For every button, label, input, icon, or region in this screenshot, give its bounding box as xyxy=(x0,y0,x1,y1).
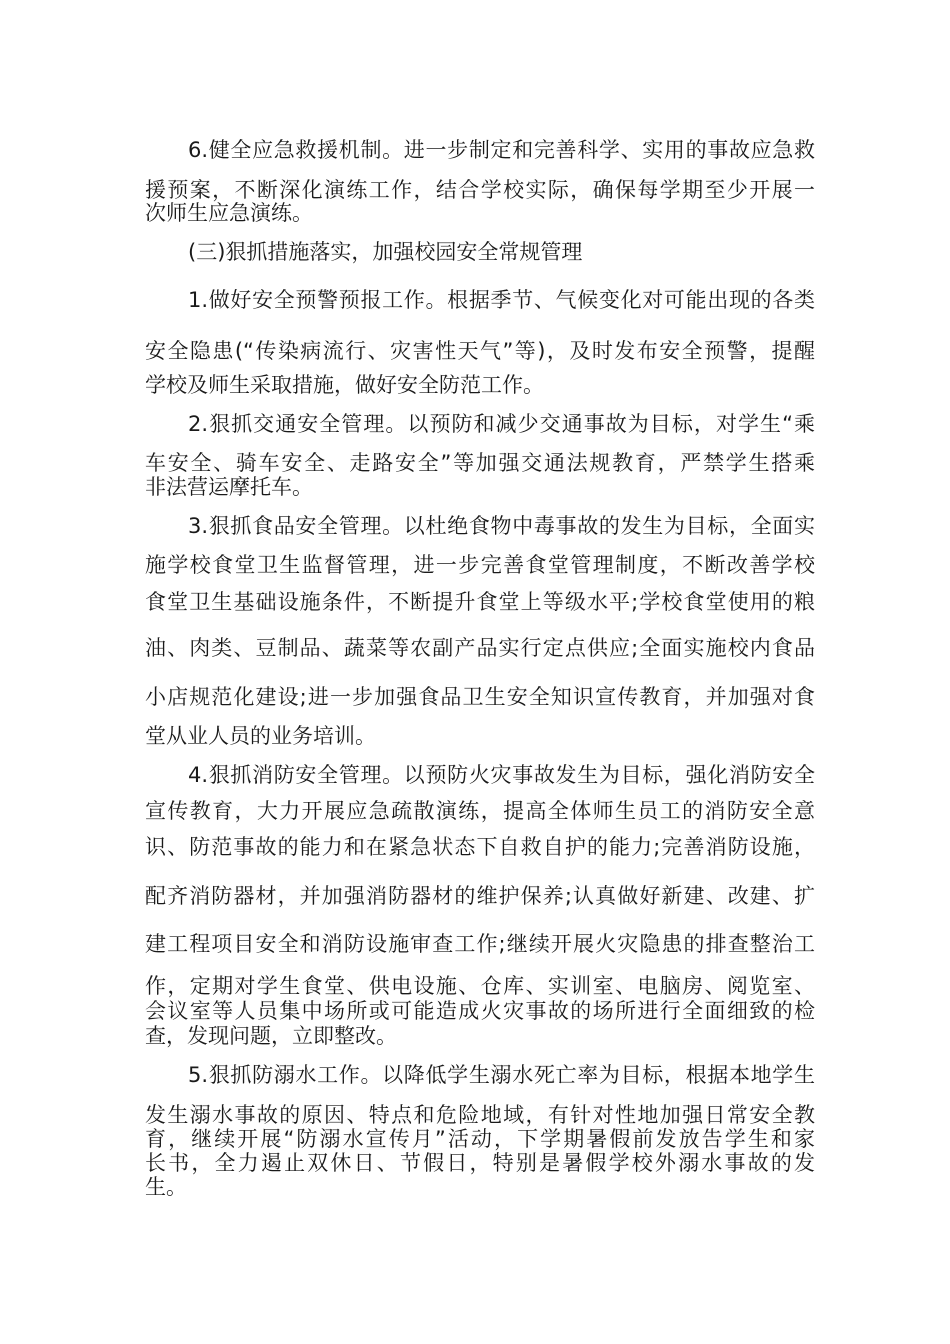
paragraph-1-line-3: 学校及师生采取措施，做好安全防范工作。 xyxy=(145,373,544,397)
paragraph-4-line-6: 作，定期对学生食堂、供电设施、仓库、实训室、电脑房、阅览室、 xyxy=(145,974,815,998)
paragraph-3-line-2: 施学校食堂卫生监督管理，进一步完善食堂管理制度，不断改善学校 xyxy=(145,553,815,577)
paragraph-6-line-3: 次师生应急演练。 xyxy=(145,201,313,225)
paragraph-4-line-7: 会议室等人员集中场所或可能造成火灾事故的场所进行全面细致的检 xyxy=(145,999,815,1023)
paragraph-5-line-1: 5.狠抓防溺水工作。以降低学生溺水死亡率为目标，根据本地学生 xyxy=(188,1063,815,1087)
paragraph-5-line-2: 发生溺水事故的原因、特点和危险地域，有针对性地加强日常安全教 xyxy=(145,1103,815,1127)
paragraph-4-line-2: 宣传教育，大力开展应急疏散演练，提高全体师生员工的消防安全意 xyxy=(145,799,815,823)
paragraph-1-line-2: 安全隐患(“传染病流行、灾害性天气”等)，及时发布安全预警，提醒 xyxy=(145,339,815,363)
paragraph-1-line-1: 1.做好安全预警预报工作。根据季节、气候变化对可能出现的各类 xyxy=(188,288,815,312)
paragraph-4-line-1: 4.狠抓消防安全管理。以预防火灾事故发生为目标，强化消防安全 xyxy=(188,763,815,787)
paragraph-4-line-4: 配齐消防器材，并加强消防器材的维护保养;认真做好新建、改建、扩 xyxy=(145,884,815,908)
paragraph-3-line-4: 油、肉类、豆制品、蔬菜等农副产品实行定点供应;全面实施校内食品 xyxy=(145,636,815,660)
paragraph-2-line-1: 2.狠抓交通安全管理。以预防和减少交通事故为目标，对学生“乘 xyxy=(188,412,815,436)
section-heading-3: (三)狠抓措施落实，加强校园安全常规管理 xyxy=(188,240,583,264)
paragraph-2-line-3: 非法营运摩托车。 xyxy=(145,475,313,499)
paragraph-6-line-1: 6.健全应急救援机制。进一步制定和完善科学、实用的事故应急救 xyxy=(188,138,815,162)
paragraph-6-line-2: 援预案，不断深化演练工作，结合学校实际，确保每学期至少开展一 xyxy=(145,178,815,202)
paragraph-4-line-8: 查，发现问题，立即整改。 xyxy=(145,1024,397,1048)
paragraph-3-line-6: 堂从业人员的业务培训。 xyxy=(145,724,376,748)
paragraph-4-line-5: 建工程项目安全和消防设施审查工作;继续开展火灾隐患的排查整治工 xyxy=(145,932,815,956)
paragraph-4-line-3: 识、防范事故的能力和在紧急状态下自救自护的能力;完善消防设施， xyxy=(145,835,815,859)
paragraph-3-line-5: 小店规范化建设;进一步加强食品卫生安全知识宣传教育，并加强对食 xyxy=(145,685,815,709)
paragraph-5-line-4: 长书，全力遏止双休日、节假日，特别是暑假学校外溺水事故的发 xyxy=(145,1151,815,1175)
paragraph-3-line-3: 食堂卫生基础设施条件，不断提升食堂上等级水平;学校食堂使用的粮 xyxy=(145,590,815,614)
paragraph-3-line-1: 3.狠抓食品安全管理。以杜绝食物中毒事故的发生为目标，全面实 xyxy=(188,514,815,538)
paragraph-5-line-5: 生。 xyxy=(145,1175,187,1199)
paragraph-5-line-3: 育，继续开展“防溺水宣传月”活动，下学期暑假前发放告学生和家 xyxy=(145,1127,815,1151)
paragraph-2-line-2: 车安全、骑车安全、走路安全”等加强交通法规教育，严禁学生搭乘 xyxy=(145,451,815,475)
